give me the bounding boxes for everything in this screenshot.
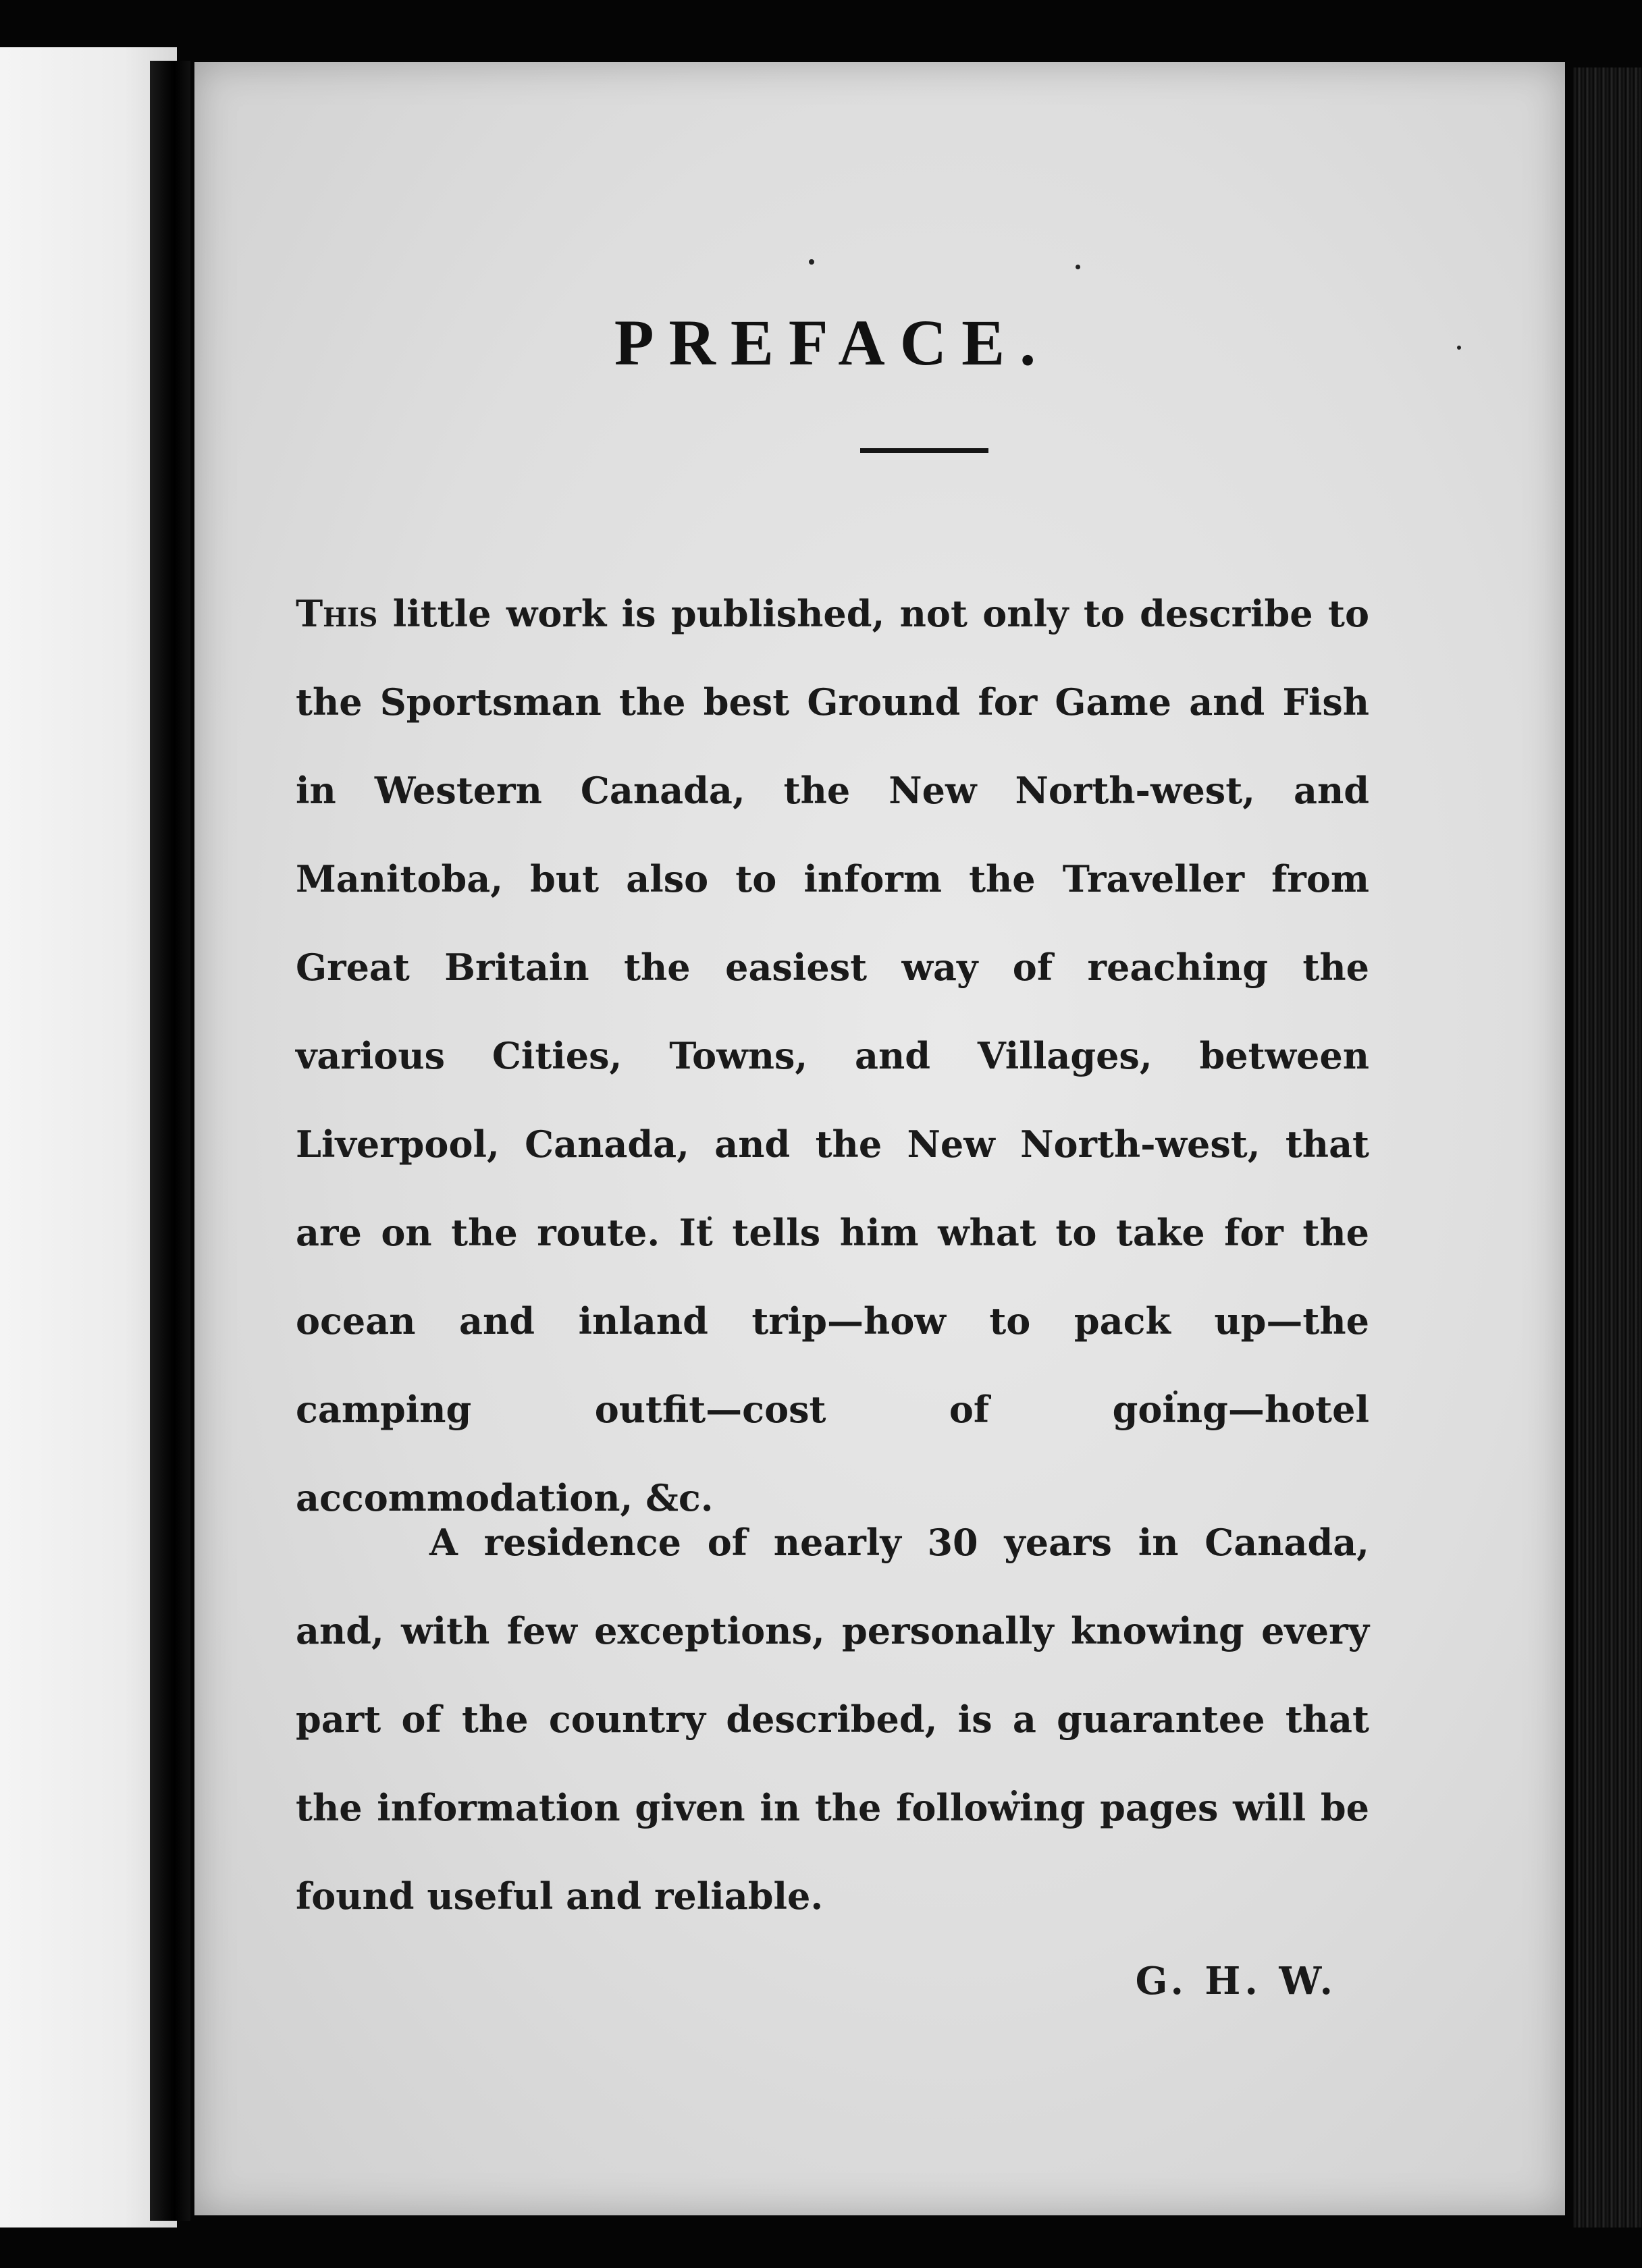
paper-speck: [1457, 346, 1461, 350]
preface-paragraph-1: [296, 570, 1369, 1542]
paper-speck: [1076, 265, 1080, 269]
title-rule: [860, 448, 988, 453]
paragraph-lead-word: This: [296, 592, 378, 635]
paragraph-text: little work is published, not only to describe to the Sportsman the best Ground for Game and Fish in Western Canada, the New North-west, and Manitoba, but also to inform the Traveller from Great Britain the easiest way of reaching the various Cities, Towns, and Villages, between Liverpool, Canada, and the New North-west, that are on the route. It tells him what to take for the ocean and inland trip—how to pack up—the camping outfit—cost of going—hotel accommodation, &c.: [296, 592, 1369, 1519]
paper-speck: [809, 259, 814, 265]
book-gutter: [150, 61, 190, 2221]
preface-page: [194, 62, 1565, 2215]
book-fore-edge: [1573, 68, 1642, 2228]
preface-paragraph-2: A residence of nearly 30 years in Canada, and, with few exceptions, personally knowing every part of the country described, is a guarantee that the information given in the following pages will be found useful and reliable.: [296, 1521, 1369, 1918]
page-title: PREFACE.: [614, 306, 1051, 379]
author-initials: G. H. W.: [1135, 1959, 1337, 2003]
